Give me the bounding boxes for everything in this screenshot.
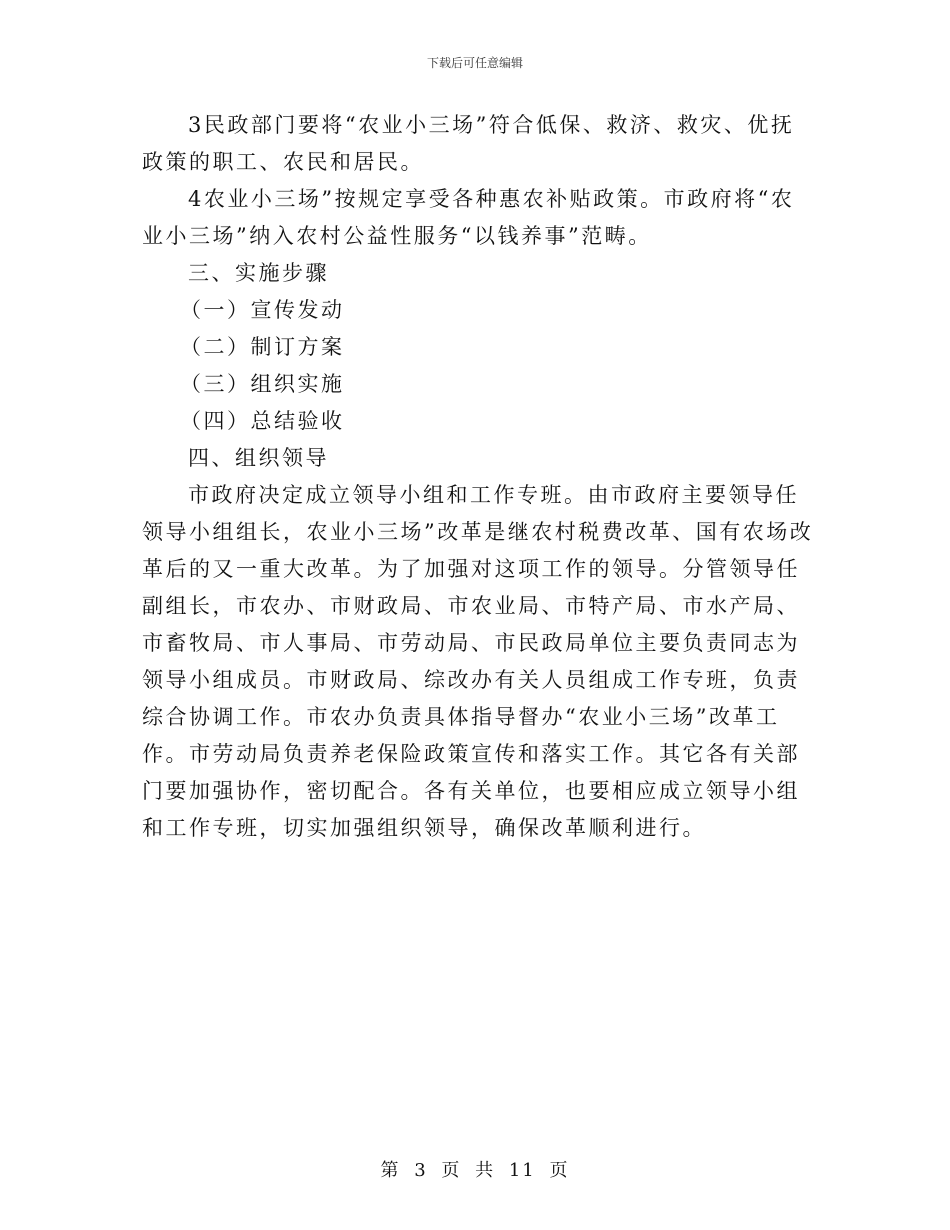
- step-item-summary: （四）总结验收: [180, 409, 345, 433]
- page-header: 下载后可任意编辑: [426, 56, 523, 70]
- step-item-implement: （三）组织实施: [180, 372, 345, 396]
- paragraph-leadership-group: 市政府决定成立领导小组和工作专班。由市政府主要领导任领导小组组长，农业小三场”改革是继农村税费改革、国有农场改革后的又一重大改革。为了加强对这项工作的领导。分管领导任副组长，市农办、市财政局、市农业局、市特产局、市水产局、市畜牧局、市人事局、市劳动局、市民政局单位主要负责同志为领导小组成员。市财政局、综改办有关人员组成工作专班，负责综合协调工作。市农办负责具体指导督办“农业小三场”改革工作。市劳动局负责养老保险政策宣传和落实工作。其它各有关部门要加强协作，密切配合。各有关单位，也要相应成立领导小组和工作专班，切实加强组织领导，确保改革顺利进行。: [142, 483, 814, 840]
- step-item-plan: （二）制订方案: [180, 335, 345, 359]
- page-number-footer: 第 3 页 共 11 页: [380, 1160, 570, 1181]
- document-body: [142, 107, 814, 847]
- step-item-publicity: （一）宣传发动: [180, 298, 345, 322]
- section-heading-organization: 四、组织领导: [188, 446, 329, 470]
- paragraph-subsidy-policy: 4农业小三场”按规定享受各种惠农补贴政策。市政府将“农业小三场”纳入农村公益性服务“以钱养事”范畴。: [142, 187, 795, 248]
- paragraph-civil-affairs: 3民政部门要将“农业小三场”符合低保、救济、救灾、优抚政策的职工、农民和居民。: [142, 113, 795, 174]
- section-heading-implementation-steps: 三、实施步骤: [188, 261, 329, 285]
